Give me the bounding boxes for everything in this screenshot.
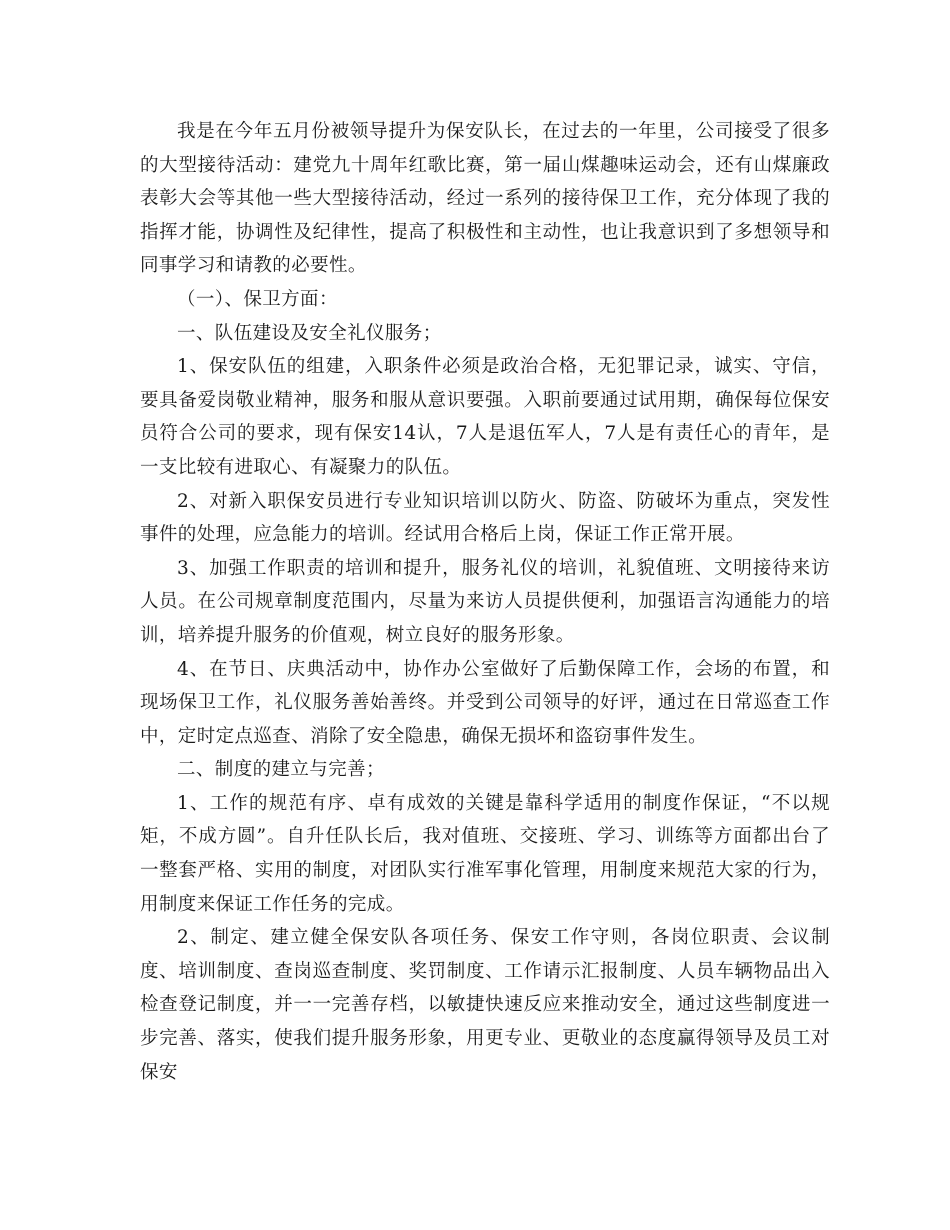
document-body — [140, 115, 830, 1089]
subheading-team-building: 一、队伍建设及安全礼仪服务； — [177, 322, 442, 344]
section-heading-security: （一）、保卫方面： — [177, 288, 338, 310]
subheading-system-building: 二、制度的建立与完善； — [177, 759, 385, 781]
paragraph-duty-training: 3、加强工作职责的培训和提升，服务礼仪的培训，礼貌值班、文明接待来访人员。在公司规章制度范围内，尽量为来访人员提供便利，加强语言沟通能力的培训，培养提升服务的价值观，树立良好的服务形象。 — [140, 557, 830, 646]
paragraph-festival-events: 4、在节日、庆典活动中，协作办公室做好了后勤保障工作，会场的布置，和现场保卫工作，礼仪服务善始善终。并受到公司领导的好评，通过在日常巡查工作中，定时定点巡查、消除了安全隐患，确保无损坏和盗窃事件发生。 — [140, 658, 830, 747]
paragraph-rules-establish: 2、制定、建立健全保安队各项任务、保安工作守则，各岗位职责、会议制度、培训制度、查岗巡查制度、奖罚制度、工作请示汇报制度、人员车辆物品出入检查登记制度，并一一完善存档，以敏捷快速反应来推动安全，通过这些制度进一步完善、落实，使我们提升服务形象，用更专业、更敬业的态度赢得领导及员工对保安 — [140, 927, 830, 1083]
intro-paragraph: 我是在今年五月份被领导提升为保安队长，在过去的一年里，公司接受了很多的大型接待活动：建党九十周年红歌比赛，第一届山煤趣味运动会，还有山煤廉政表彰大会等其他一些大型接待活动，经过一系列的接待保卫工作，充分体现了我的指挥才能，协调性及纪律性，提高了积极性和主动性，也让我意识到了多想领导和同事学习和请教的必要性。 — [140, 121, 830, 277]
paragraph-team-formation: 1、保安队伍的组建，入职条件必须是政治合格，无犯罪记录，诚实、守信，要具备爱岗敬业精神，服务和服从意识要强。入职前要通过试用期，确保每位保安员符合公司的要求，现有保安14认，7人是退伍军人，7人是有责任心的青年，是一支比较有进取心、有凝聚力的队伍。 — [140, 356, 830, 478]
paragraph-rules-standard: 1、工作的规范有序、卓有成效的关键是靠科学适用的制度作保证，“不以规矩，不成方圆”。自升任队长后，我对值班、交接班、学习、训练等方面都出台了一整套严格、实用的制度，对团队实行准军事化管理，用制度来规范大家的行为，用制度来保证工作任务的完成。 — [140, 792, 830, 915]
paragraph-training: 2、对新入职保安员进行专业知识培训以防火、防盗、防破坏为重点，突发性事件的处理，应急能力的培训。经试用合格后上岗，保证工作正常开展。 — [140, 490, 830, 546]
